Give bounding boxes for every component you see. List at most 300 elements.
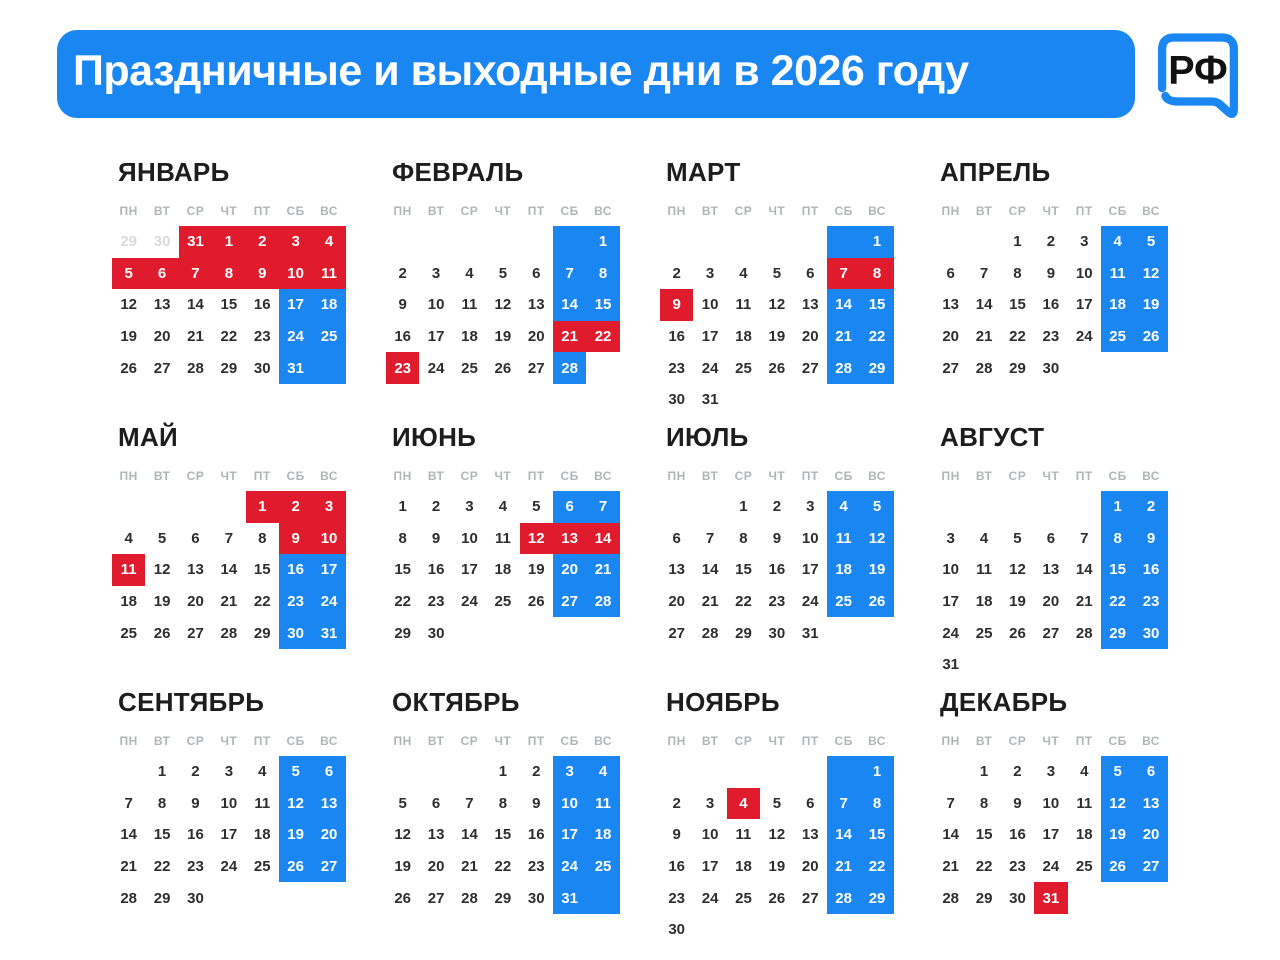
day-cell-9: 9 bbox=[1046, 264, 1056, 282]
day-cell-14: 14 bbox=[120, 826, 138, 844]
day-cell-10: 10 bbox=[461, 529, 478, 547]
day-cell-26: 26 bbox=[860, 586, 893, 618]
day-cell-28: 28 bbox=[701, 624, 719, 642]
day-cell-25: 25 bbox=[735, 889, 752, 907]
day-cell-31: 31 bbox=[1034, 882, 1067, 914]
day-cell-blank bbox=[660, 756, 693, 788]
day-cell-31: 31 bbox=[801, 624, 819, 642]
weekday-header bbox=[934, 465, 1168, 487]
days-grid bbox=[112, 226, 346, 384]
day-cell-23: 23 bbox=[1134, 586, 1167, 618]
day-cell-13: 13 bbox=[801, 296, 819, 314]
day-cell-11: 11 bbox=[254, 794, 271, 812]
day-cell-31: 31 bbox=[312, 617, 345, 649]
day-cell-blank bbox=[486, 226, 519, 258]
day-cell-19: 19 bbox=[1101, 819, 1134, 851]
weekday-label: ВС bbox=[868, 204, 886, 218]
day-cell-30: 30 bbox=[668, 921, 686, 939]
day-cell-9: 9 bbox=[1013, 794, 1022, 812]
day-cell-3: 3 bbox=[279, 226, 312, 258]
day-cell-15: 15 bbox=[860, 289, 893, 321]
day-cell-2: 2 bbox=[672, 264, 681, 282]
day-cell-18: 18 bbox=[1075, 826, 1093, 844]
weekday-label: ПТ bbox=[253, 734, 271, 748]
day-cell-31: 31 bbox=[179, 226, 212, 258]
day-cell-22: 22 bbox=[975, 858, 993, 876]
day-cell-14: 14 bbox=[586, 523, 619, 555]
day-cell-22: 22 bbox=[394, 593, 412, 611]
day-cell-22: 22 bbox=[586, 321, 619, 353]
day-cell-25: 25 bbox=[1101, 321, 1134, 353]
weekday-label: ВС bbox=[1142, 204, 1160, 218]
day-cell-21: 21 bbox=[553, 321, 586, 353]
day-cell-10: 10 bbox=[220, 794, 238, 812]
weekday-label: ВТ bbox=[975, 469, 993, 483]
day-cell-29: 29 bbox=[1101, 617, 1134, 649]
day-cell-3: 3 bbox=[705, 794, 715, 812]
day-cell-18: 18 bbox=[312, 289, 345, 321]
day-cell-14: 14 bbox=[942, 826, 960, 844]
month-title: ДЕКАБРЬ bbox=[940, 687, 1068, 717]
weekday-label: СР bbox=[460, 734, 479, 748]
month-title: МАЙ bbox=[118, 422, 179, 452]
day-cell-23: 23 bbox=[1042, 328, 1060, 346]
day-cell-28: 28 bbox=[827, 352, 860, 384]
day-cell-6: 6 bbox=[806, 794, 815, 812]
days-grid bbox=[934, 491, 1168, 681]
day-cell-30: 30 bbox=[668, 391, 686, 409]
day-cell-20: 20 bbox=[1042, 593, 1060, 611]
day-cell-9: 9 bbox=[191, 794, 200, 812]
day-cell-19: 19 bbox=[153, 593, 171, 611]
day-cell-16: 16 bbox=[1009, 826, 1026, 844]
day-cell-11: 11 bbox=[1101, 258, 1134, 290]
day-cell-4: 4 bbox=[739, 264, 748, 282]
weekday-label: СР bbox=[734, 734, 753, 748]
day-cell-1: 1 bbox=[860, 756, 893, 788]
weekday-header bbox=[934, 730, 1168, 752]
day-cell-blank bbox=[727, 226, 760, 258]
weekday-label: СР bbox=[734, 204, 753, 218]
day-cell-14: 14 bbox=[553, 289, 586, 321]
day-cell-20: 20 bbox=[427, 858, 445, 876]
day-cell-2: 2 bbox=[431, 498, 441, 516]
day-cell-18: 18 bbox=[461, 328, 478, 346]
day-cell-19: 19 bbox=[120, 328, 138, 346]
day-cell-13: 13 bbox=[801, 826, 819, 844]
day-cell-11: 11 bbox=[976, 561, 993, 579]
days-grid bbox=[660, 491, 894, 649]
month-2 bbox=[386, 158, 620, 384]
day-cell-24: 24 bbox=[220, 858, 238, 876]
day-cell-28: 28 bbox=[827, 882, 860, 914]
day-cell-blank bbox=[212, 491, 245, 523]
month-10 bbox=[386, 688, 620, 914]
day-cell-blank bbox=[145, 491, 178, 523]
day-cell-11: 11 bbox=[735, 296, 752, 314]
day-cell-8: 8 bbox=[979, 794, 989, 812]
day-cell-2: 2 bbox=[532, 763, 541, 781]
day-cell-29: 29 bbox=[860, 352, 893, 384]
day-cell-31: 31 bbox=[279, 352, 312, 384]
day-cell-3: 3 bbox=[465, 498, 474, 516]
day-cell-blank bbox=[827, 756, 860, 788]
day-cell-21: 21 bbox=[120, 858, 138, 876]
month-4 bbox=[934, 158, 1168, 384]
day-cell-22: 22 bbox=[1009, 328, 1026, 346]
day-cell-29: 29 bbox=[220, 359, 238, 377]
day-cell-6: 6 bbox=[946, 264, 955, 282]
day-cell-9: 9 bbox=[279, 523, 312, 555]
day-cell-4: 4 bbox=[586, 756, 619, 788]
day-cell-20: 20 bbox=[553, 554, 586, 586]
weekday-header bbox=[660, 200, 894, 222]
day-cell-13: 13 bbox=[153, 296, 171, 314]
day-cell-20: 20 bbox=[312, 819, 345, 851]
day-cell-13: 13 bbox=[427, 826, 445, 844]
day-cell-5: 5 bbox=[772, 264, 782, 282]
day-cell-3: 3 bbox=[431, 264, 441, 282]
day-cell-30: 30 bbox=[427, 624, 445, 642]
weekday-label: СР bbox=[1008, 734, 1027, 748]
day-cell-14: 14 bbox=[461, 826, 478, 844]
day-cell-blank bbox=[794, 226, 827, 258]
day-cell-11: 11 bbox=[461, 296, 478, 314]
day-cell-19: 19 bbox=[279, 819, 312, 851]
day-cell-30: 30 bbox=[279, 617, 312, 649]
day-cell-12: 12 bbox=[1134, 258, 1167, 290]
weekday-label: ЧТ bbox=[768, 734, 786, 748]
day-cell-19: 19 bbox=[527, 561, 545, 579]
day-cell-6: 6 bbox=[532, 264, 541, 282]
day-cell-29: 29 bbox=[1009, 359, 1026, 377]
day-cell-4: 4 bbox=[312, 226, 345, 258]
weekday-label: СР bbox=[186, 469, 205, 483]
day-cell-24: 24 bbox=[701, 359, 719, 377]
day-cell-1: 1 bbox=[586, 226, 619, 258]
weekday-label: ЧТ bbox=[220, 469, 238, 483]
day-cell-21: 21 bbox=[827, 851, 860, 883]
day-cell-13: 13 bbox=[527, 296, 545, 314]
days-grid bbox=[112, 491, 346, 649]
day-cell-blank bbox=[520, 226, 553, 258]
day-cell-17: 17 bbox=[279, 289, 312, 321]
day-cell-16: 16 bbox=[527, 826, 545, 844]
day-cell-6: 6 bbox=[145, 258, 178, 290]
day-cell-12: 12 bbox=[279, 788, 312, 820]
day-cell-6: 6 bbox=[431, 794, 441, 812]
day-cell-blank bbox=[794, 756, 827, 788]
day-cell-25: 25 bbox=[735, 359, 752, 377]
day-cell-30: 30 bbox=[1009, 889, 1026, 907]
day-cell-2: 2 bbox=[672, 794, 681, 812]
day-cell-30: 30 bbox=[1134, 617, 1167, 649]
day-cell-10: 10 bbox=[701, 296, 719, 314]
day-cell-4: 4 bbox=[1080, 763, 1089, 781]
day-cell-5: 5 bbox=[1101, 756, 1134, 788]
days-grid bbox=[934, 756, 1168, 914]
day-cell-21: 21 bbox=[942, 858, 960, 876]
day-cell-26: 26 bbox=[768, 889, 786, 907]
days-grid bbox=[386, 491, 620, 649]
day-cell-21: 21 bbox=[461, 858, 478, 876]
day-cell-blank bbox=[179, 491, 212, 523]
day-cell-6: 6 bbox=[1046, 529, 1056, 547]
day-cell-13: 13 bbox=[668, 561, 686, 579]
day-cell-blank bbox=[112, 756, 145, 788]
day-cell-11: 11 bbox=[494, 529, 511, 547]
day-cell-17: 17 bbox=[461, 561, 478, 579]
day-cell-4: 4 bbox=[258, 763, 267, 781]
weekday-label: СБ bbox=[1108, 469, 1127, 483]
day-cell-3: 3 bbox=[946, 529, 955, 547]
day-cell-23: 23 bbox=[668, 889, 686, 907]
day-cell-3: 3 bbox=[224, 763, 234, 781]
day-cell-26: 26 bbox=[279, 851, 312, 883]
day-cell-15: 15 bbox=[735, 561, 752, 579]
day-cell-16: 16 bbox=[253, 296, 271, 314]
day-cell-24: 24 bbox=[701, 889, 719, 907]
weekday-label: ЧТ bbox=[494, 204, 512, 218]
day-cell-28: 28 bbox=[220, 624, 238, 642]
day-cell-27: 27 bbox=[1134, 851, 1167, 883]
weekday-label: ПН bbox=[941, 469, 960, 483]
weekday-label: ЧТ bbox=[1042, 734, 1060, 748]
day-cell-12: 12 bbox=[768, 296, 786, 314]
weekday-label: ЧТ bbox=[1042, 204, 1060, 218]
day-cell-1: 1 bbox=[212, 226, 245, 258]
day-cell-5: 5 bbox=[112, 258, 145, 290]
day-cell-22: 22 bbox=[253, 593, 271, 611]
day-cell-20: 20 bbox=[187, 593, 204, 611]
day-cell-15: 15 bbox=[253, 561, 271, 579]
day-cell-12: 12 bbox=[520, 523, 553, 555]
day-cell-20: 20 bbox=[153, 328, 171, 346]
day-cell-13: 13 bbox=[187, 561, 204, 579]
day-cell-27: 27 bbox=[427, 889, 445, 907]
day-cell-11: 11 bbox=[827, 523, 860, 555]
day-cell-27: 27 bbox=[187, 624, 204, 642]
day-cell-16: 16 bbox=[427, 561, 445, 579]
day-cell-21: 21 bbox=[220, 593, 238, 611]
day-cell-22: 22 bbox=[735, 593, 752, 611]
weekday-label: СР bbox=[1008, 204, 1027, 218]
day-cell-7: 7 bbox=[224, 529, 234, 547]
day-cell-19: 19 bbox=[860, 554, 893, 586]
day-cell-26: 26 bbox=[1101, 851, 1134, 883]
day-cell-24: 24 bbox=[312, 586, 345, 618]
weekday-label: СБ bbox=[560, 734, 579, 748]
day-cell-14: 14 bbox=[701, 561, 719, 579]
day-cell-29: 29 bbox=[860, 882, 893, 914]
weekday-label: ПТ bbox=[801, 469, 819, 483]
day-cell-19: 19 bbox=[394, 858, 412, 876]
day-cell-1: 1 bbox=[979, 763, 989, 781]
day-cell-17: 17 bbox=[312, 554, 345, 586]
day-cell-7: 7 bbox=[179, 258, 212, 290]
day-cell-blank bbox=[660, 226, 693, 258]
day-cell-7: 7 bbox=[586, 491, 619, 523]
weekday-label: ПН bbox=[119, 469, 138, 483]
day-cell-blank bbox=[760, 756, 793, 788]
day-cell-6: 6 bbox=[1134, 756, 1167, 788]
weekday-header bbox=[386, 200, 620, 222]
weekday-label: ПТ bbox=[253, 204, 271, 218]
day-cell-15: 15 bbox=[220, 296, 238, 314]
day-cell-15: 15 bbox=[1009, 296, 1026, 314]
day-cell-15: 15 bbox=[1101, 554, 1134, 586]
weekday-label: ВТ bbox=[427, 469, 445, 483]
day-cell-12: 12 bbox=[1009, 561, 1026, 579]
day-cell-23: 23 bbox=[768, 593, 786, 611]
day-cell-blank bbox=[934, 226, 967, 258]
day-cell-19: 19 bbox=[494, 328, 512, 346]
weekday-label: ЧТ bbox=[220, 204, 238, 218]
day-cell-blank bbox=[934, 756, 967, 788]
weekday-label: СБ bbox=[834, 469, 853, 483]
day-cell-22: 22 bbox=[860, 851, 893, 883]
day-cell-17: 17 bbox=[801, 561, 819, 579]
day-cell-2: 2 bbox=[279, 491, 312, 523]
month-title: АПРЕЛЬ bbox=[940, 157, 1051, 187]
day-cell-15: 15 bbox=[586, 289, 619, 321]
day-cell-28: 28 bbox=[553, 352, 586, 384]
day-cell-blank bbox=[693, 491, 726, 523]
weekday-label: ПТ bbox=[527, 469, 545, 483]
day-cell-13: 13 bbox=[1042, 561, 1060, 579]
day-cell-blank bbox=[419, 756, 452, 788]
day-cell-25: 25 bbox=[827, 586, 860, 618]
day-cell-25: 25 bbox=[461, 359, 478, 377]
day-cell-7: 7 bbox=[124, 794, 133, 812]
day-cell-20: 20 bbox=[668, 593, 686, 611]
weekday-label: ПТ bbox=[801, 734, 819, 748]
day-cell-9: 9 bbox=[660, 289, 693, 321]
day-cell-29: 29 bbox=[394, 624, 412, 642]
day-cell-blank bbox=[1068, 491, 1101, 523]
weekday-label: ПН bbox=[941, 734, 960, 748]
day-cell-2: 2 bbox=[772, 498, 782, 516]
day-cell-20: 20 bbox=[801, 328, 819, 346]
day-cell-23: 23 bbox=[279, 586, 312, 618]
day-cell-3: 3 bbox=[705, 264, 715, 282]
day-cell-4: 4 bbox=[727, 788, 760, 820]
day-cell-1: 1 bbox=[398, 498, 407, 516]
day-cell-blank bbox=[1034, 491, 1067, 523]
weekday-header bbox=[386, 730, 620, 752]
day-cell-18: 18 bbox=[975, 593, 993, 611]
day-cell-30: 30 bbox=[1042, 359, 1060, 377]
day-cell-16: 16 bbox=[668, 858, 686, 876]
day-cell-5: 5 bbox=[1134, 226, 1167, 258]
day-cell-6: 6 bbox=[806, 264, 815, 282]
day-cell-blank bbox=[1001, 491, 1034, 523]
day-cell-24: 24 bbox=[942, 624, 960, 642]
weekday-label: ВС bbox=[594, 734, 612, 748]
month-title: ИЮЛЬ bbox=[666, 422, 749, 452]
day-cell-28: 28 bbox=[975, 359, 993, 377]
day-cell-29: 29 bbox=[494, 889, 512, 907]
weekday-label: СР bbox=[186, 734, 205, 748]
day-cell-22: 22 bbox=[494, 858, 512, 876]
day-cell-23: 23 bbox=[253, 328, 271, 346]
weekday-label: ВС bbox=[320, 204, 338, 218]
day-cell-blank bbox=[693, 226, 726, 258]
day-cell-blank bbox=[693, 756, 726, 788]
day-cell-17: 17 bbox=[701, 858, 719, 876]
day-cell-blank bbox=[553, 226, 586, 258]
day-cell-8: 8 bbox=[860, 788, 893, 820]
day-cell-22: 22 bbox=[1101, 586, 1134, 618]
day-cell-17: 17 bbox=[1042, 826, 1060, 844]
weekday-label: ВТ bbox=[153, 469, 171, 483]
day-cell-6: 6 bbox=[191, 529, 200, 547]
day-cell-9: 9 bbox=[431, 529, 441, 547]
weekday-label: ВС bbox=[320, 469, 338, 483]
days-grid bbox=[386, 226, 620, 384]
day-cell-31: 31 bbox=[942, 656, 960, 674]
weekday-label: ВТ bbox=[427, 204, 445, 218]
day-cell-blank bbox=[112, 491, 145, 523]
day-cell-15: 15 bbox=[975, 826, 993, 844]
day-cell-16: 16 bbox=[279, 554, 312, 586]
day-cell-5: 5 bbox=[860, 491, 893, 523]
months-grid bbox=[112, 158, 1168, 953]
day-cell-7: 7 bbox=[946, 794, 955, 812]
day-cell-29: 29 bbox=[735, 624, 752, 642]
day-cell-12: 12 bbox=[394, 826, 412, 844]
day-cell-18: 18 bbox=[1101, 289, 1134, 321]
day-cell-15: 15 bbox=[394, 561, 412, 579]
day-cell-20: 20 bbox=[527, 328, 545, 346]
weekday-label: СБ bbox=[286, 469, 305, 483]
month-title: ФЕВРАЛЬ bbox=[392, 157, 524, 187]
days-grid bbox=[934, 226, 1168, 384]
weekday-label: ВС bbox=[594, 469, 612, 483]
day-cell-23: 23 bbox=[427, 593, 445, 611]
day-cell-12: 12 bbox=[494, 296, 512, 314]
day-cell-1: 1 bbox=[498, 763, 508, 781]
day-cell-4: 4 bbox=[1101, 226, 1134, 258]
day-cell-27: 27 bbox=[312, 851, 345, 883]
day-cell-28: 28 bbox=[942, 889, 960, 907]
day-cell-8: 8 bbox=[157, 794, 167, 812]
weekday-label: ПН bbox=[393, 734, 412, 748]
day-cell-28: 28 bbox=[586, 586, 619, 618]
day-cell-23: 23 bbox=[527, 858, 545, 876]
month-title: МАРТ bbox=[666, 157, 741, 187]
day-cell-7: 7 bbox=[553, 258, 586, 290]
day-cell-30: 30 bbox=[253, 359, 271, 377]
day-cell-5: 5 bbox=[1013, 529, 1022, 547]
day-cell-25: 25 bbox=[1075, 858, 1093, 876]
day-cell-7: 7 bbox=[705, 529, 715, 547]
weekday-label: СР bbox=[460, 469, 479, 483]
day-cell-blank bbox=[760, 226, 793, 258]
speech-bubble-icon bbox=[1152, 26, 1244, 130]
weekday-label: ВТ bbox=[427, 734, 445, 748]
day-cell-4: 4 bbox=[124, 529, 133, 547]
day-cell-4: 4 bbox=[827, 491, 860, 523]
day-cell-blank bbox=[967, 226, 1000, 258]
day-cell-26: 26 bbox=[1134, 321, 1167, 353]
weekday-label: ПН bbox=[393, 469, 412, 483]
month-1 bbox=[112, 158, 346, 384]
day-cell-15: 15 bbox=[860, 819, 893, 851]
day-cell-1: 1 bbox=[246, 491, 279, 523]
day-cell-27: 27 bbox=[1042, 624, 1060, 642]
day-cell-blank bbox=[419, 226, 452, 258]
